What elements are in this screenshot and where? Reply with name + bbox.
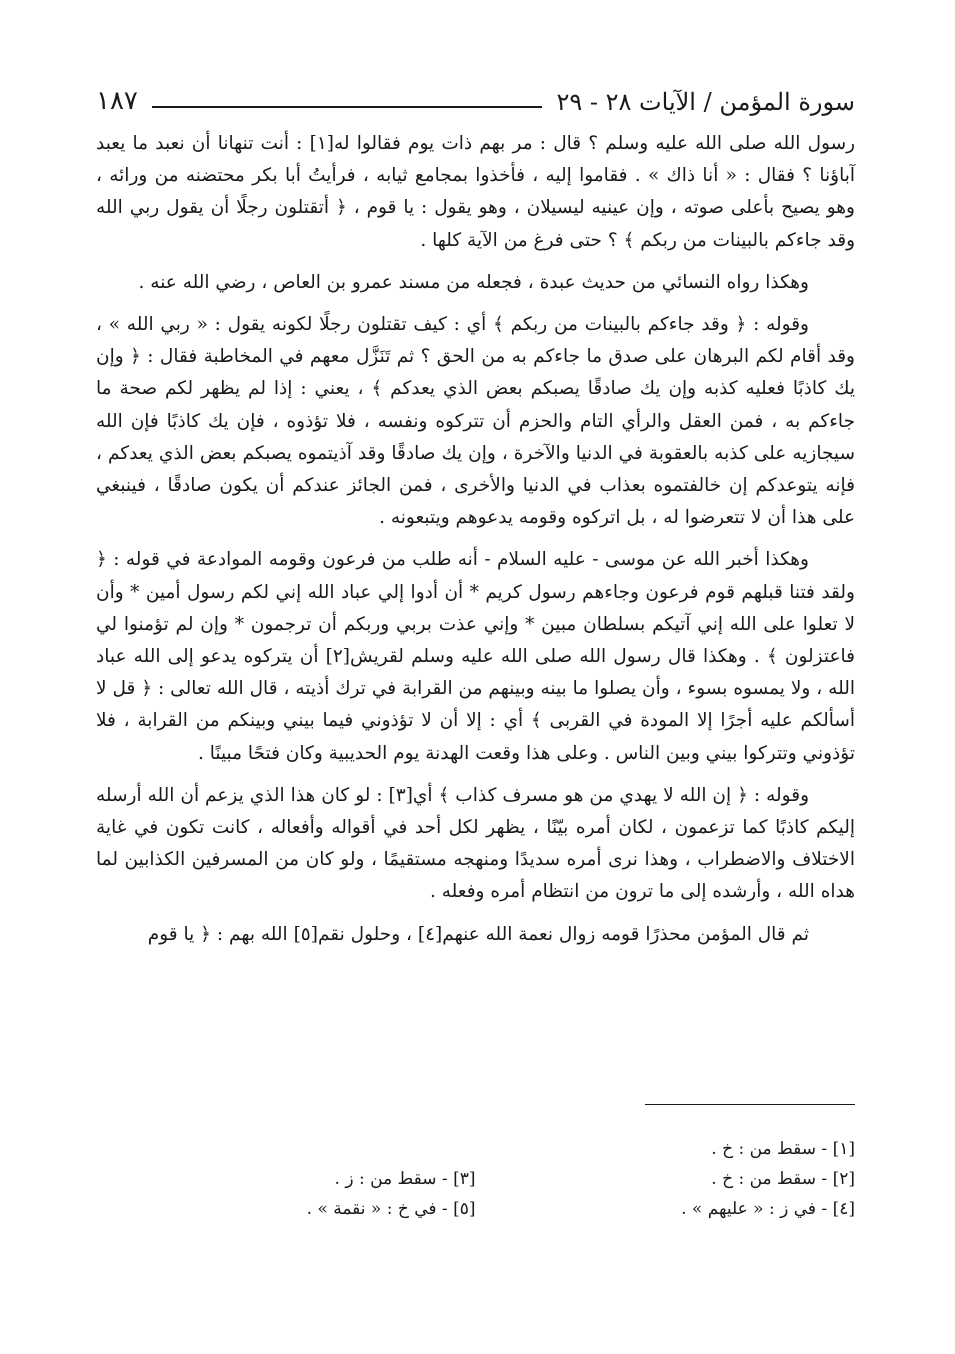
- paragraph: ثم قال المؤمن محذرًا قومه زوال نعمة الله عنهم[٤] ، وحلول نقم[٥] الله بهم : ﴿ يا قوم: [147, 923, 809, 945]
- paragraph: وهكذا رواه النسائي من حديث عبدة ، فجعله من مسند عمرو بن العاص ، رضي الله عنه .: [138, 271, 809, 293]
- page-number: ١٨٧: [96, 86, 138, 116]
- paragraph: رسول الله صلى الله عليه وسلم ؟ قال : مر بهم ذات يوم فقالوا له[١] : أنت تنهانا أن نعبد ما يعبد آباؤنا ؟ فقال : « أنا ذاك » . فقاموا إليه ، فأخذوا بمجامع ثيابه ، فرأيتُ أبا بكر محتضنه من ورائه ، وهو يصيح بأعلى صوته ، وإن عينيه ليسيلان ، وهو يقول : يا قوم ، ﴿ أتقتلون رجلًا أن يقول ربي الله وقد جاءكم بالبينات من ربكم ﴾ ؟ حتى فرغ من الآية كلها .: [96, 133, 856, 251]
- footnote-empty: [96, 1134, 476, 1164]
- footnote-4: [٤] - في ز : « عليهم » .: [681, 1199, 855, 1219]
- running-header: [96, 76, 855, 116]
- header-rule: [152, 106, 543, 108]
- footnote-2: [٢] - سقط من : خ .: [711, 1169, 855, 1189]
- footnote-5: [٥] - في خ : « نقمة » .: [306, 1199, 476, 1219]
- chapter-title: سورة المؤمن / الآيات ٢٨ - ٢٩: [556, 88, 855, 116]
- paragraph: وقوله : ﴿ إن الله لا يهدي من هو مسرف كذاب ﴾ أي[٣] : لو كان هذا الذي يزعم أن الله أرسله إليكم كاذبًا كما تزعمون ، لكان أمره بيّنًا ، يظهر لكل أحد في أقواله وأفعاله ، كانت تكون في غاية الاختلاف والاضطراب ، وهذا نرى أمره سديدًا ومنهجه مستقيمًا ، ولو كان من المسرفين الكذابين لما هداه الله ، وأرشده إلى ما ترون من انتظام أمره وفعله .: [96, 784, 855, 903]
- paragraph: وقوله : ﴿ وقد جاءكم بالبينات من ربكم ﴾ أي : كيف تقتلون رجلًا لكونه يقول : « ربي الله » ، وقد أقام لكم البرهان على صدق ما جاءكم به من الحق ؟ ثم تَنَزَّل معهم في المخاطبة فقال : ﴿ وإن يك كاذبًا فعليه كذبه وإن يك صادقًا يصبكم بعض الذي يعدكم ﴾ ، يعني : إذا لم يظهر لكم صحة ما جاءكم به ، فمن العقل والرأي التام والحزم أن تتركوه ونفسه ، فلا تؤذوه ، فإن يك كاذبًا فإن الله سيجازيه على كذبه بالعقوبة في الدنيا والآخرة ، وإن يك صادقًا وقد آذيتموه يصبكم بعض الذي يعدكم ، فإنه يتوعدكم إن خالفتموه بعذاب في الدنيا والأخرى ، فمن الجائز عندكم أن يكون صادقًا ، فينبغي على هذا أن لا تتعرضوا له ، بل اتركوه وقومه يدعوهم ويتبعونه .: [96, 314, 855, 529]
- footnote-1: [١] - سقط من : خ .: [711, 1139, 855, 1159]
- footnote-separator: [645, 1104, 855, 1105]
- footnotes: [96, 1134, 855, 1224]
- main-text: [96, 128, 855, 961]
- paragraph: وهكذا أخبر الله عن موسى - عليه السلام - أنه طلب من فرعون وقومه الموادعة في قوله : ﴿ ولقد فتنا قبلهم قوم فرعون وجاءهم رسول كريم * أن أدوا إلي عباد الله إني لكم رسول أمين * وأن لا تعلوا على الله إني آتيكم بسلطان مبين * وإني عذت بربي وربكم أن ترجمون * وإن لم تؤمنوا لي فاعتزلون ﴾ . وهكذا قال رسول الله صلى الله عليه وسلم لقريش[٢] أن يتركوه يدعو إلى الله عباد الله ، ولا يمسوه بسوء ، وأن يصلوا ما بينه وبينهم من القرابة في ترك أذيته ، قال الله تعالى : ﴿ قل لا أسألكم عليه أجرًا إلا المودة في القربى ﴾ أي : إلا أن لا تؤذوني فيما بيني وبينكم من القرابة ، فلا تؤذوني وتتركوا بيني وبين الناس . وعلى هذا وقعت الهدنة يوم الحديبية وكان فتحًا مبينًا .: [96, 549, 855, 764]
- footnote-3: [٣] - سقط من : ز .: [334, 1169, 476, 1189]
